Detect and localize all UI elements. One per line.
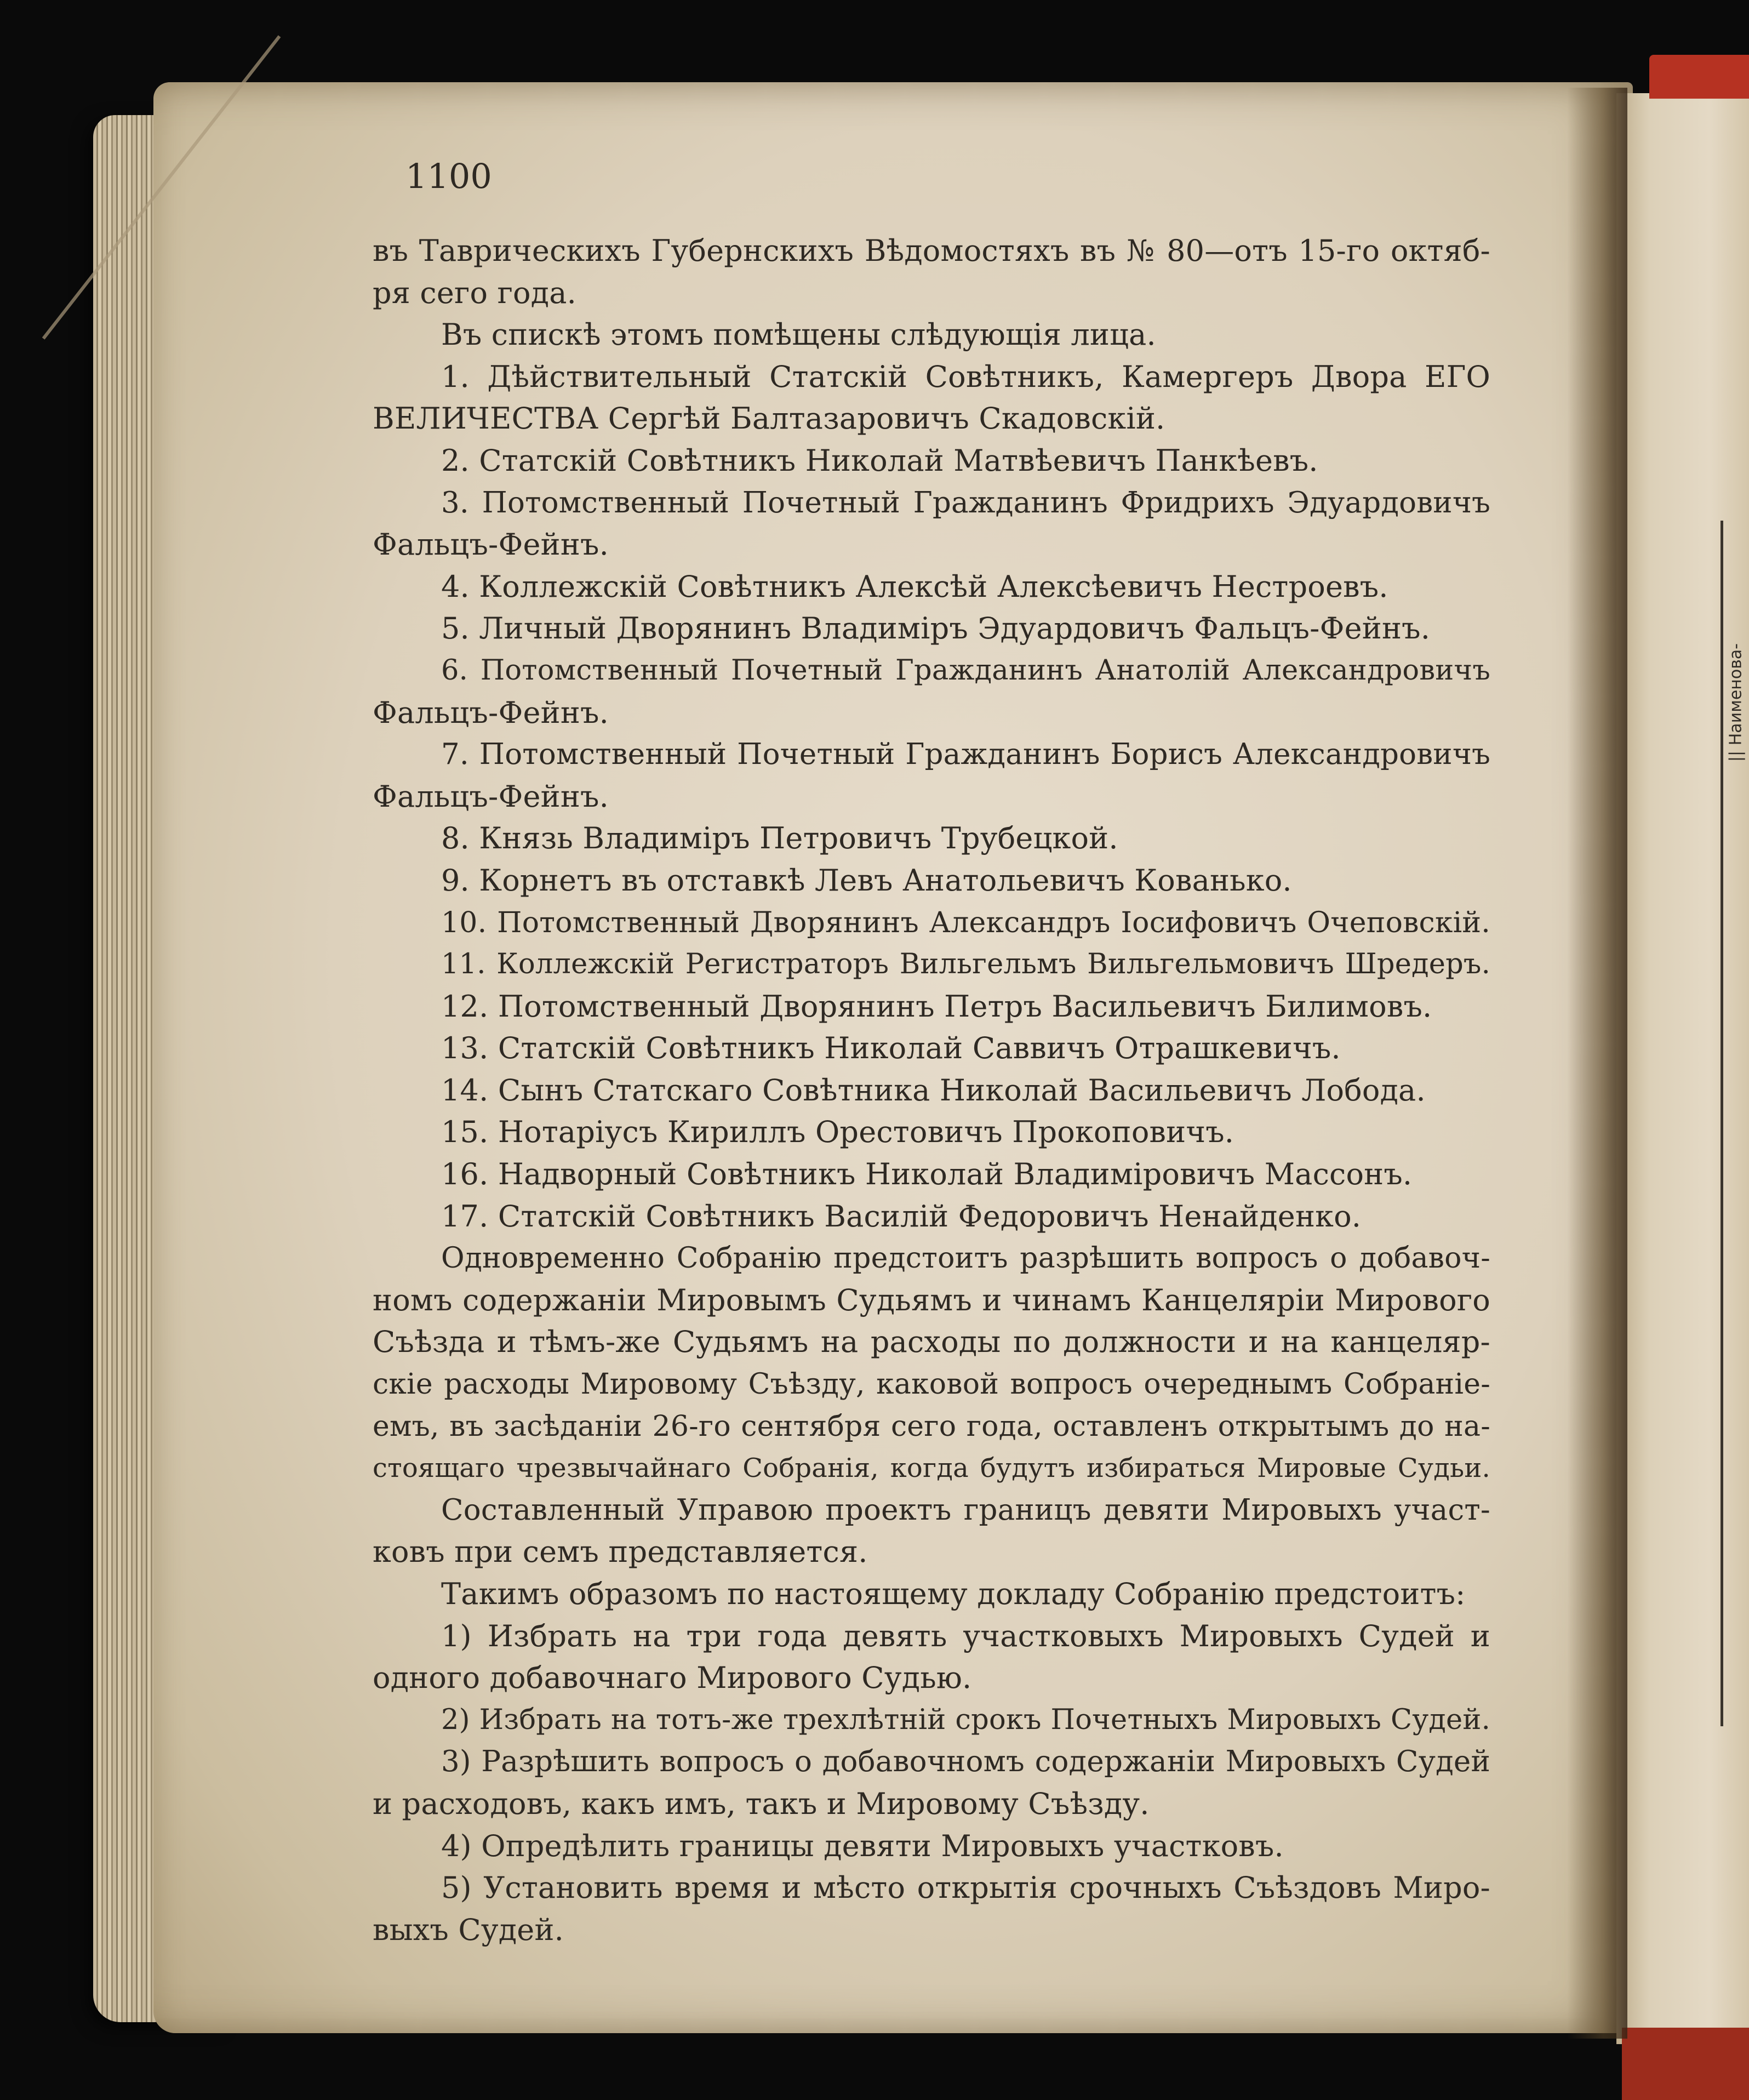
text-line: Въ спискѣ этомъ помѣщены слѣдующія лица.	[441, 317, 1156, 352]
text-line: 2) Избрать на тотъ-же трехлѣтній срокъ Почетныхъ Мировыхъ Судей.	[441, 1703, 1490, 1736]
text-line: 8. Князь Владиміръ Петровичъ Трубецкой.	[441, 821, 1118, 856]
text-line: Фальцъ-Фейнъ.	[373, 527, 609, 562]
page-text-body	[373, 230, 1490, 1951]
red-cover-top	[1649, 55, 1749, 99]
text-line: 17. Статскій Совѣтникъ Василій Федоровичъ Ненайденко.	[441, 1199, 1362, 1234]
text-line: Такимъ образомъ по настоящему докладу Собранію предстоитъ:	[441, 1577, 1466, 1611]
text-line: ковъ при семъ представляется.	[373, 1534, 868, 1570]
page-number: 1100	[405, 156, 492, 196]
text-line: 6. Потомственный Почетный Гражданинъ Анатолій Александровичъ	[441, 654, 1490, 687]
text-line: 15. Нотаріусъ Кириллъ Орестовичъ Прокоповичъ.	[441, 1115, 1234, 1150]
text-line: Одновременно Собранію предстоитъ разрѣшить вопросъ о добавоч-	[441, 1242, 1490, 1275]
text-line: 5. Личный Дворянинъ Владиміръ Эдуардовичъ Фальцъ-Фейнъ.	[441, 611, 1431, 646]
text-line: 5) Установить время и мѣсто открытія срочныхъ Съѣздовъ Миро-	[441, 1870, 1490, 1905]
text-line: и расходовъ, какъ имъ, такъ и Мировому Съѣзду.	[373, 1786, 1150, 1821]
gutter-shadow	[1567, 88, 1627, 2039]
text-line: 10. Потомственный Дворянинъ Александръ Іосифовичъ Очеповскій.	[441, 906, 1490, 939]
text-line: скіе расходы Мировому Съѣзду, каковой вопросъ очереднымъ Собраніе-	[373, 1368, 1490, 1401]
text-line: 4. Коллежскій Совѣтникъ Алексѣй Алексѣевичъ Нестроевъ.	[441, 569, 1388, 604]
text-line: емъ, въ засѣданіи 26-го сентября сего года, оставленъ открытымъ до на-	[373, 1409, 1490, 1443]
text-line: 3. Потомственный Почетный Гражданинъ Фридрихъ Эдуардовичъ	[441, 486, 1490, 520]
text-line: Фальцъ-Фейнъ.	[373, 779, 609, 814]
text-line: 9. Корнетъ въ отставкѣ Левъ Анатольевичъ Кованько.	[441, 863, 1292, 898]
text-line: выхъ Судей.	[373, 1912, 564, 1947]
text-line: 7. Потомственный Почетный Гражданинъ Борисъ Александровичъ	[441, 738, 1490, 772]
text-line: Составленный Управою проектъ границъ девяти Мировыхъ участ-	[441, 1493, 1490, 1527]
text-line: ВЕЛИЧЕСТВА Сергѣй Балтазаровичъ Скадовскій.	[373, 401, 1165, 436]
text-line: Фальцъ-Фейнъ.	[373, 695, 609, 730]
text-line: номъ содержаніи Мировымъ Судьямъ и чинамъ Канцеляріи Мирового	[373, 1282, 1490, 1317]
text-line: 2. Статскій Совѣтникъ Николай Матвѣевичъ Панкѣевъ.	[441, 443, 1318, 478]
red-cover-bottom	[1622, 2028, 1749, 2100]
text-line: 16. Надворный Совѣтникъ Николай Владиміровичъ Массонъ.	[441, 1157, 1413, 1192]
text-line: 4) Опредѣлить границы девяти Мировыхъ участковъ.	[441, 1828, 1284, 1863]
text-line: Съѣзда и тѣмъ-же Судьямъ на расходы по должности и на канцеляр-	[373, 1325, 1490, 1360]
text-line: 13. Статскій Совѣтникъ Николай Саввичъ Отрашкевичъ.	[441, 1031, 1341, 1066]
text-line: 3) Разрѣшить вопросъ о добавочномъ содержаніи Мировыхъ Судей	[441, 1745, 1490, 1779]
text-line: 14. Сынъ Статскаго Совѣтника Николай Васильевичъ Лобода.	[441, 1072, 1426, 1108]
text-line: 1. Дѣйствительный Статскій Совѣтникъ, Камергеръ Двора ЕГО	[441, 359, 1490, 394]
right-page-column-label: || Наименова-	[1726, 643, 1746, 762]
text-line: ря сего года.	[373, 275, 576, 310]
text-line: 12. Потомственный Дворянинъ Петръ Васильевичъ Билимовъ.	[441, 989, 1432, 1024]
text-line: 11. Коллежскій Регистраторъ Вильгельмъ Вильгельмовичъ Шредеръ.	[441, 948, 1490, 981]
text-line: одного добавочнаго Мирового Судью.	[373, 1660, 972, 1696]
text-line: 1) Избрать на три года девять участковыхъ Мировыхъ Судей и	[441, 1618, 1490, 1653]
text-line: въ Таврическихъ Губернскихъ Вѣдомостяхъ въ № 80—отъ 15-го октяб-	[373, 233, 1490, 268]
text-line: стоящаго чрезвычайнаго Собранія, когда будутъ избираться Мировые Судьи.	[373, 1453, 1490, 1484]
